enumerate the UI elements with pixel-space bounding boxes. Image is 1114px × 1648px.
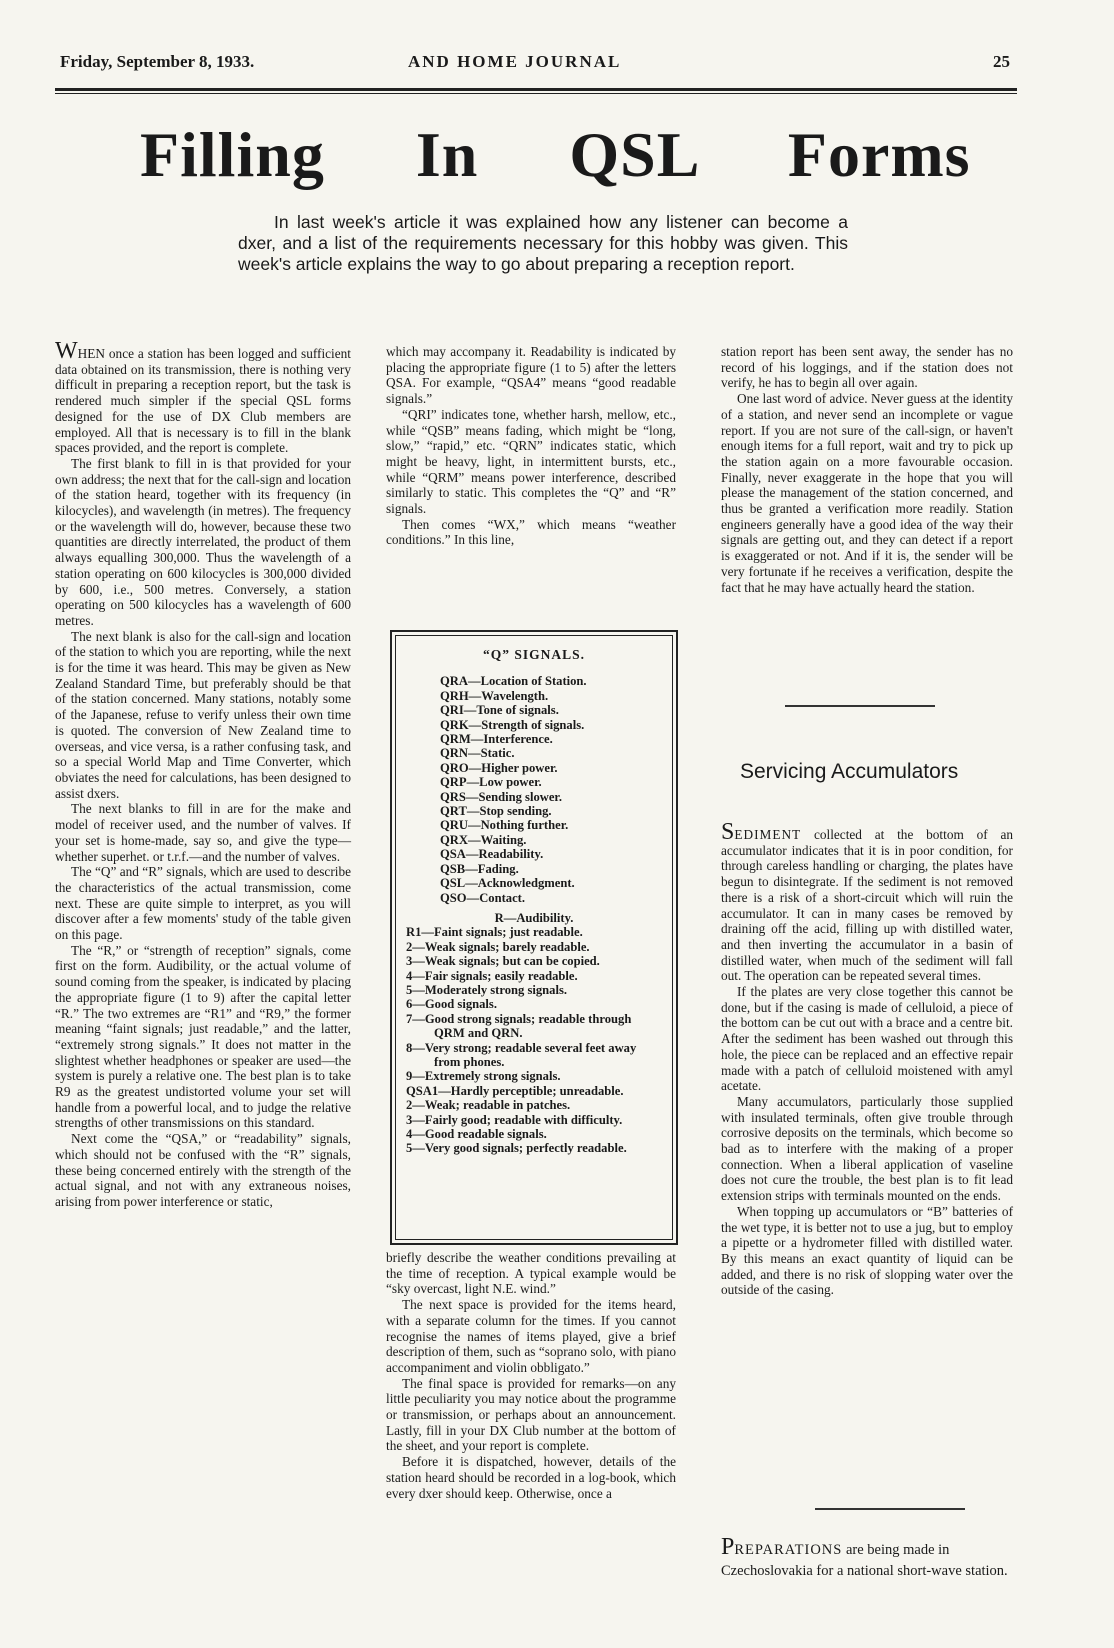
r-signal-item: 6—Good signals. bbox=[406, 997, 497, 1012]
r-signals-list bbox=[406, 925, 662, 1156]
paragraph: Then comes “WX,” which means “weather conditions.” In this line, bbox=[386, 516, 676, 548]
r-signal-item: R1—Faint signals; just readable. bbox=[406, 925, 583, 940]
paragraph: When topping up accumulators or “B” batteries of the wet type, it is better not to use a jug, but to employ a pipette or a hydrometer filled with distilled water. By this means an exact quantity of liquid can be added, and there is no risk of slopping water over the outside of the casing. bbox=[721, 1203, 1013, 1298]
paragraph: station report has been sent away, the sender has no record of his loggings, and if the station does not verify, he has to begin all over again. bbox=[721, 344, 1013, 391]
q-signals-table bbox=[390, 630, 678, 1245]
drop-cap: S bbox=[721, 819, 735, 845]
r-signal-item: QSA1—Hardly perceptible; unreadable. bbox=[406, 1083, 624, 1098]
lead-word: REPARATIONS bbox=[734, 1542, 843, 1558]
r-signal-item: 4—Good readable signals. bbox=[406, 1127, 547, 1141]
q-signal-item: QRO—Higher power. bbox=[440, 760, 558, 775]
article-intro: In last week's article it was explained how any listener can become a dxer, and a list of the requirements necessary for this hobby was given. This week's article explains the way to go about preparing a reception report. bbox=[238, 212, 848, 274]
paragraph bbox=[55, 338, 351, 456]
article-column-1 bbox=[55, 338, 351, 1210]
r-signal-item: 8—Very strong; readable several feet away from phones. bbox=[406, 1040, 637, 1069]
paragraph: Many accumulators, particularly those supplied with insulated terminals, often give trouble through corrosive deposits on the terminals, which become so bad as to interfere with the making of a proper connection. When a liberal application of vaseline does not cure the trouble, the best plan is to fit lead extension strips with terminals mounted on the ends. bbox=[721, 1093, 1013, 1204]
q-signal-item: QRA—Location of Station. bbox=[440, 674, 587, 689]
article-column-2-continued bbox=[386, 1250, 676, 1501]
paragraph: If the plates are very close together this cannot be done, but if the casing is made of celluloid, a piece of the bottom can be cut out with a brace and a centre bit. After the sediment has been washed out through this hole, the piece can be replaced and an effective repair made with a patch of celluloid moistened with amyl acetate. bbox=[721, 984, 1013, 1094]
q-signal-item: QSO—Contact. bbox=[440, 890, 526, 905]
paragraph: “QRI” indicates tone, whether harsh, mellow, etc., while “QSB” means fading, which might be “long, slow,” “rapid,” etc. “QRN” indicates static, which might be heavy, light, in intermittent bursts, etc., while “QRM” means power interference, described similarly to static. This completes the “Q” and “R” signals. bbox=[386, 406, 676, 517]
r-signal-item: 2—Weak signals; barely readable. bbox=[406, 939, 590, 954]
page-header bbox=[60, 52, 1010, 78]
drop-cap: P bbox=[721, 1534, 735, 1560]
drop-cap: W bbox=[55, 338, 78, 364]
r-signal-item: 5—Very good signals; perfectly readable. bbox=[406, 1141, 627, 1156]
paragraph: The final space is provided for remarks—on any little peculiarity you may notice about the programme or transmission, or perhaps about an announcement. Lastly, fill in your DX Club number at the bottom of the sheet, and your report is complete. bbox=[386, 1375, 676, 1454]
q-signals-list bbox=[440, 674, 662, 905]
issue-date: Friday, September 8, 1933. bbox=[60, 52, 255, 71]
paragraph bbox=[721, 819, 1013, 984]
lead-word: EDIMENT bbox=[734, 827, 802, 842]
servicing-column bbox=[721, 819, 1013, 1298]
q-signal-item: QRH—Wavelength. bbox=[440, 688, 549, 703]
paragraph: The next blank is also for the call-sign and location of the station to which you are reporting, while the next is for the time it was heard. This may be given as New Zealand Standard Time, but preferably should be that of the station concerned. Many stations, notably some of the Japanese, refuse to verify unless their own time is quoted. The conversion of New Zealand time to overseas, and vice versa, is a rather confusing task, and so a special World Map and Time Converter, which obviates the need for calculations, has been designed to assist dxers. bbox=[55, 628, 351, 801]
q-signal-item: QRP—Low power. bbox=[440, 775, 542, 790]
page-number: 25 bbox=[993, 52, 1010, 71]
servicing-title: Servicing Accumulators bbox=[740, 760, 959, 783]
q-signals-table-inner bbox=[395, 635, 673, 1240]
paragraph: The next space is provided for the items heard, with a separate column for the times. If you cannot recognise the names of items played, give a brief description of them, such as “soprano solo, with piano accompaniment and violin obbligato.” bbox=[386, 1297, 676, 1375]
section-divider bbox=[815, 1508, 965, 1510]
q-signal-item: QSL—Acknowledgment. bbox=[440, 876, 575, 891]
r-signal-item: 9—Extremely strong signals. bbox=[406, 1069, 561, 1084]
q-signal-item: QRS—Sending slower. bbox=[440, 789, 563, 804]
paragraph-text: collected at the bottom of an accumulator indicates that it is in poor condition, for through careless handling or charging, the plates have begun to disintegrate. If the sediment is not removed there is a risk of a short-circuit which will ruin the accumulator. It can in many cases be removed by draining off the acid, filling up with distilled water, and then inverting the accumulator in a basin of distilled water, when much of the sediment will fall out. The operation can be repeated several times. bbox=[721, 827, 1013, 984]
paragraph: briefly describe the weather conditions prevailing at the time of reception. A typical example would be “sky overcast, light N.E. wind.” bbox=[386, 1250, 676, 1297]
q-signal-item: QSB—Fading. bbox=[440, 861, 519, 876]
r-signal-item: 3—Fairly good; readable with difficulty. bbox=[406, 1112, 623, 1127]
paragraph: The “R,” or “strength of reception” signals, come first on the form. Audibility, or the actual volume of sound coming from the speaker, is indicated by placing the appropriate figure (1 to 9) after the capital letter “R.” The two extremes are “R1” and “R9,” the former meaning “faint signals; just readable,” and the latter, “extremely strong signals.” It does not matter in the slightest whether headphones or speaker are used—the system is purely a relative one. The best plan is to take R9 as the greatest undistorted volume your set will handle from a powerful local, and to judge the relative strengths of other transmissions on this standard. bbox=[55, 942, 351, 1131]
paragraph: The “Q” and “R” signals, which are used to describe the characteristics of the actual transmission, come next. These are quite simple to interpret, as you will discover after a few moments' study of the table given on this page. bbox=[55, 864, 351, 943]
q-signal-item: QRT—Stop sending. bbox=[440, 804, 552, 819]
r-signal-item: 4—Fair signals; easily readable. bbox=[406, 968, 578, 983]
paragraph-text: HEN once a station has been logged and sufficient data obtained on its transmission, there is nothing very difficult in preparing a reception report, but the task is rendered much simpler if the special QSL forms designed for the use of DX Club members are employed. All that is necessary is to fill in the blank spaces provided, and the report is complete. bbox=[55, 346, 351, 456]
r-signal-item: 7—Good strong signals; readable through QRM and QRN. bbox=[406, 1011, 632, 1041]
r-signal-item: 5—Moderately strong signals. bbox=[406, 982, 568, 997]
paragraph: Next come the “QSA,” or “readability” signals, which should not be confused with the “R” signals, these being concerned entirely with the strength of the actual signal, and not with any extraneous noises, arising from power interference or static, bbox=[55, 1131, 351, 1209]
q-signals-heading: “Q” SIGNALS. bbox=[482, 647, 586, 662]
paragraph: which may accompany it. Readability is indicated by placing the appropriate figure (1 to 5) after the letters QSA. For example, “QSA4” means “good readable signals.” bbox=[386, 344, 676, 407]
paragraph: The first blank to fill in is that provided for your own address; the next that for the call-sign and location of the station heard, together with its frequency (in kilocycles), and wavelength (in metres). The frequency or the wavelength will do, however, because these two quantities are directly interrelated, the product of them always equalling 300,000. Thus the wavelength of a station operating on 600 kilocycles is 300,000 divided by 600, i.e., 500 metres. Conversely, a station operating on 500 kilocycles has a wavelength of 600 metres. bbox=[55, 455, 351, 628]
q-signal-item: QRM—Interference. bbox=[440, 732, 553, 747]
paragraph: One last word of advice. Never guess at the identity of a station, and never send an incomplete or vague report. If you are not sure of the call-sign, or haven't enough items for a full report, wait and try to pick up the station again on a more favourable occasion. Finally, never exaggerate in the hope that you will please the management of the station concerned, and thus be granted a verification more readily. Station engineers generally have a good idea of the way their signals are getting out, and they can detect if a report is exaggerated or not. And if it is, the sender will be very fortunate if he receives a verification, despite the fact that he may have actually heard the station. bbox=[721, 391, 1013, 595]
paragraph: Before it is dispatched, however, details of the station heard should be recorded in a log-book, which every dxer should keep. Otherwise, once a bbox=[386, 1454, 676, 1501]
r-signal-item: 3—Weak signals; but can be copied. bbox=[406, 954, 600, 969]
q-signal-item: QRN—Static. bbox=[440, 746, 515, 761]
paragraph: The next blanks to fill in are for the make and model of receiver used, and the number of valves. If your set is home-made, say so, and give the type—whether superhet. or t.r.f.—and the number of valves. bbox=[55, 801, 351, 864]
r-signals-heading: R—Audibility. bbox=[494, 910, 574, 925]
r-signal-item: 2—Weak; readable in patches. bbox=[406, 1098, 571, 1113]
header-rule bbox=[55, 88, 1017, 94]
article-column-3 bbox=[721, 344, 1013, 595]
publication-name: AND HOME JOURNAL bbox=[408, 52, 622, 71]
q-signal-item: QSA—Readability. bbox=[440, 847, 544, 862]
q-signal-item: QRX—Waiting. bbox=[440, 832, 527, 847]
article-column-2 bbox=[386, 344, 676, 548]
q-signal-item: QRK—Strength of signals. bbox=[440, 717, 585, 732]
news-note bbox=[721, 1534, 1013, 1582]
article-title: Filling In QSL Forms bbox=[140, 119, 971, 190]
note-text: are being made in Czechoslovakia for a national short-wave station. bbox=[721, 1542, 1008, 1579]
section-divider bbox=[785, 705, 935, 707]
q-signal-item: QRU—Nothing further. bbox=[440, 818, 569, 833]
q-signal-item: QRI—Tone of signals. bbox=[440, 703, 559, 718]
